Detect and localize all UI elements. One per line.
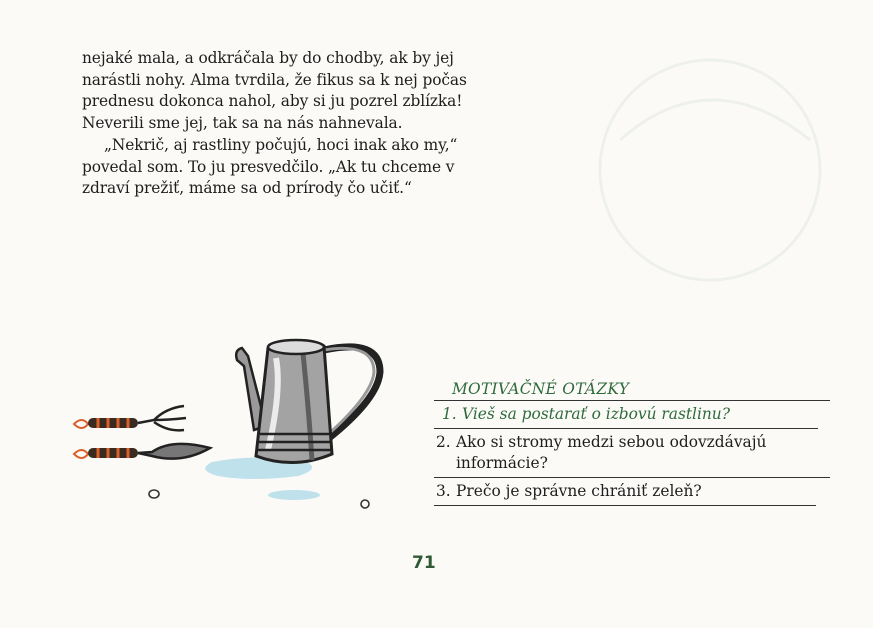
motivation-questions xyxy=(434,376,830,506)
story-paragraph-1: nejaké mala, a odkráčala by do chodby, ak by jej narástli nohy. Alma tvrdila, že fikus sa k nej počas prednesu dokonca nahol, aby si ju pozrel zblízka! Neverili sme jej, tak sa na nás nahnevala. xyxy=(82,49,467,133)
questions-title: MOTIVAČNÉ OTÁZKY xyxy=(434,376,830,401)
faint-background-sketch xyxy=(560,20,870,330)
question-text: Prečo je správne chrániť zeleň? xyxy=(456,482,702,500)
question-item xyxy=(434,429,830,478)
question-item xyxy=(434,401,818,429)
watering-can-and-garden-tools-icon xyxy=(62,330,392,520)
question-text: Ako si stromy medzi sebou odovzdávajú informácie? xyxy=(456,433,767,472)
page-number: 71 xyxy=(412,553,436,573)
story-text xyxy=(82,48,472,200)
question-number: 1. xyxy=(442,405,457,423)
question-number: 3. xyxy=(436,482,451,500)
question-text: Vieš sa postarať o izbovú rastlinu? xyxy=(462,405,730,423)
story-paragraph-2: „Nekrič, aj rastliny počujú, hoci inak ako my,“ povedal som. To ju presvedčilo. „Ak tu chceme v zdraví prežiť, máme sa od prírody čo učiť.“ xyxy=(82,135,458,198)
question-item xyxy=(434,478,816,506)
questions-list xyxy=(434,401,830,506)
question-number: 2. xyxy=(436,433,451,451)
